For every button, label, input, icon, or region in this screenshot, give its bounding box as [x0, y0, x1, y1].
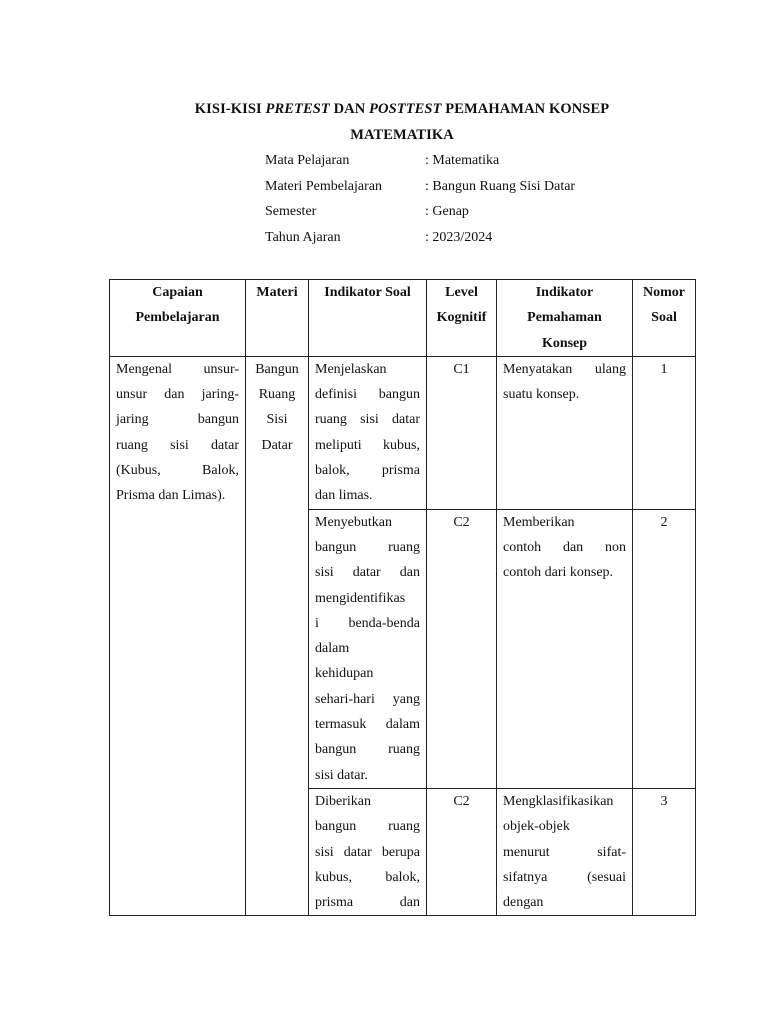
header-nomor [633, 280, 696, 357]
capaian-line: (Kubus, Balok, [116, 463, 239, 479]
indikator-line: Diberikan [315, 793, 371, 809]
meta-value: : Bangun Ruang Sisi Datar [425, 178, 576, 194]
nomor-cell: 3 [633, 788, 696, 915]
capaian-line: jaring bangun [116, 412, 239, 428]
meta-row-subject [265, 151, 575, 177]
indikator-line: prisma dan [315, 895, 420, 911]
title-posttest: POSTTEST [369, 101, 442, 117]
konsep-line: menurut sifat- [503, 844, 626, 860]
konsep-line: contoh dari konsep. [503, 565, 614, 581]
title-text-a: KISI-KISI [194, 101, 266, 117]
header-level [427, 280, 497, 357]
materi-line: Ruang [258, 387, 296, 403]
capaian-line: Mengenal unsur- [116, 361, 239, 377]
konsep-line: dengan [503, 895, 544, 911]
meta-row-year [265, 228, 575, 254]
indikator-line: dalam [315, 641, 350, 657]
table-header-row [110, 280, 696, 357]
header-capaian [110, 280, 246, 357]
header-line: Materi [256, 285, 298, 300]
indikator-konsep-cell [497, 356, 633, 509]
title-pretest: PRETEST [265, 101, 330, 117]
capaian-line: ruang sisi datar [116, 437, 239, 453]
header-line: Konsep [541, 335, 588, 351]
meta-key: Semester [265, 204, 317, 219]
header-line: Indikator Soal [324, 285, 411, 300]
meta-row-material [265, 177, 575, 203]
indikator-soal-cell [309, 356, 427, 509]
meta-row-semester [265, 202, 575, 228]
materi-line: Sisi [266, 412, 288, 428]
konsep-line: sifatnya (sesuai [503, 869, 626, 885]
level-cell: C1 [427, 356, 497, 509]
indikator-line: Menyebutkan [315, 514, 392, 530]
meta-value: : Genap [425, 204, 469, 219]
header-line: Nomor [643, 285, 685, 300]
header-materi [246, 280, 309, 357]
header-line: Level [445, 285, 478, 300]
document-title-line-2: MATEMATIKA [350, 127, 454, 143]
konsep-line: Menyatakan ulang [503, 361, 626, 377]
document-meta [265, 151, 575, 253]
indikator-line: meliputi kubus, [315, 437, 420, 453]
header-indikator-soal [309, 280, 427, 357]
capaian-line: Prisma dan Limas). [116, 488, 226, 504]
capaian-line: unsur dan jaring- [116, 387, 239, 403]
indikator-konsep-cell [497, 788, 633, 915]
header-line: Pembelajaran [135, 310, 220, 326]
indikator-line: i benda-benda [315, 615, 420, 631]
konsep-line: suatu konsep. [503, 387, 580, 403]
indikator-line: sisi datar berupa [315, 844, 420, 860]
indikator-line: mengidentifikas [315, 590, 406, 606]
indikator-line: dan limas. [315, 488, 373, 504]
konsep-line: Mengklasifikasikan [503, 793, 614, 809]
indikator-line: kubus, balok, [315, 869, 420, 885]
level-cell: C2 [427, 509, 497, 788]
meta-key: Tahun Ajaran [265, 229, 341, 245]
table-row [110, 356, 696, 509]
header-line: Indikator [535, 285, 594, 300]
indikator-konsep-cell [497, 509, 633, 788]
konsep-line: contoh dan non [503, 539, 626, 555]
meta-value: : 2023/2024 [425, 229, 493, 245]
materi-line: Datar [261, 437, 293, 453]
indikator-soal-cell [309, 509, 427, 788]
indikator-line: bangun ruang [315, 742, 420, 758]
indikator-line: ruang sisi datar [315, 412, 420, 428]
level-cell: C2 [427, 788, 497, 915]
indikator-line: termasuk dalam [315, 717, 420, 733]
meta-key: Materi Pembelajaran [265, 178, 383, 194]
header-indikator-konsep [497, 280, 633, 357]
indikator-line: balok, prisma [315, 463, 420, 479]
kisi-kisi-table [109, 279, 696, 916]
document-title-line-1 [18, 101, 768, 118]
materi-cell [246, 356, 309, 916]
indikator-soal-cell [309, 788, 427, 915]
indikator-line: Menjelaskan [315, 361, 387, 377]
header-line: Soal [651, 310, 677, 326]
indikator-line: bangun ruang [315, 539, 420, 555]
indikator-line: definisi bangun [315, 387, 420, 403]
indikator-line: kehidupan [315, 666, 374, 682]
materi-line: Bangun [255, 361, 299, 377]
indikator-line: bangun ruang [315, 819, 420, 835]
header-line: Pemahaman [527, 310, 602, 326]
indikator-line: sisi datar. [315, 767, 368, 783]
nomor-cell: 2 [633, 509, 696, 788]
konsep-line: objek-objek [503, 819, 570, 835]
title-text-c: PEMAHAMAN KONSEP [441, 101, 610, 117]
konsep-line: Memberikan [503, 514, 575, 530]
title-text-b: DAN [329, 101, 370, 117]
meta-key: Mata Pelajaran [265, 153, 350, 168]
nomor-cell: 1 [633, 356, 696, 509]
capaian-cell [110, 356, 246, 916]
header-line: Kognitif [436, 310, 487, 326]
indikator-line: sisi datar dan [315, 565, 420, 581]
indikator-line: sehari-hari yang [315, 691, 420, 707]
header-line: Capaian [152, 285, 203, 300]
meta-value: : Matematika [425, 153, 500, 168]
